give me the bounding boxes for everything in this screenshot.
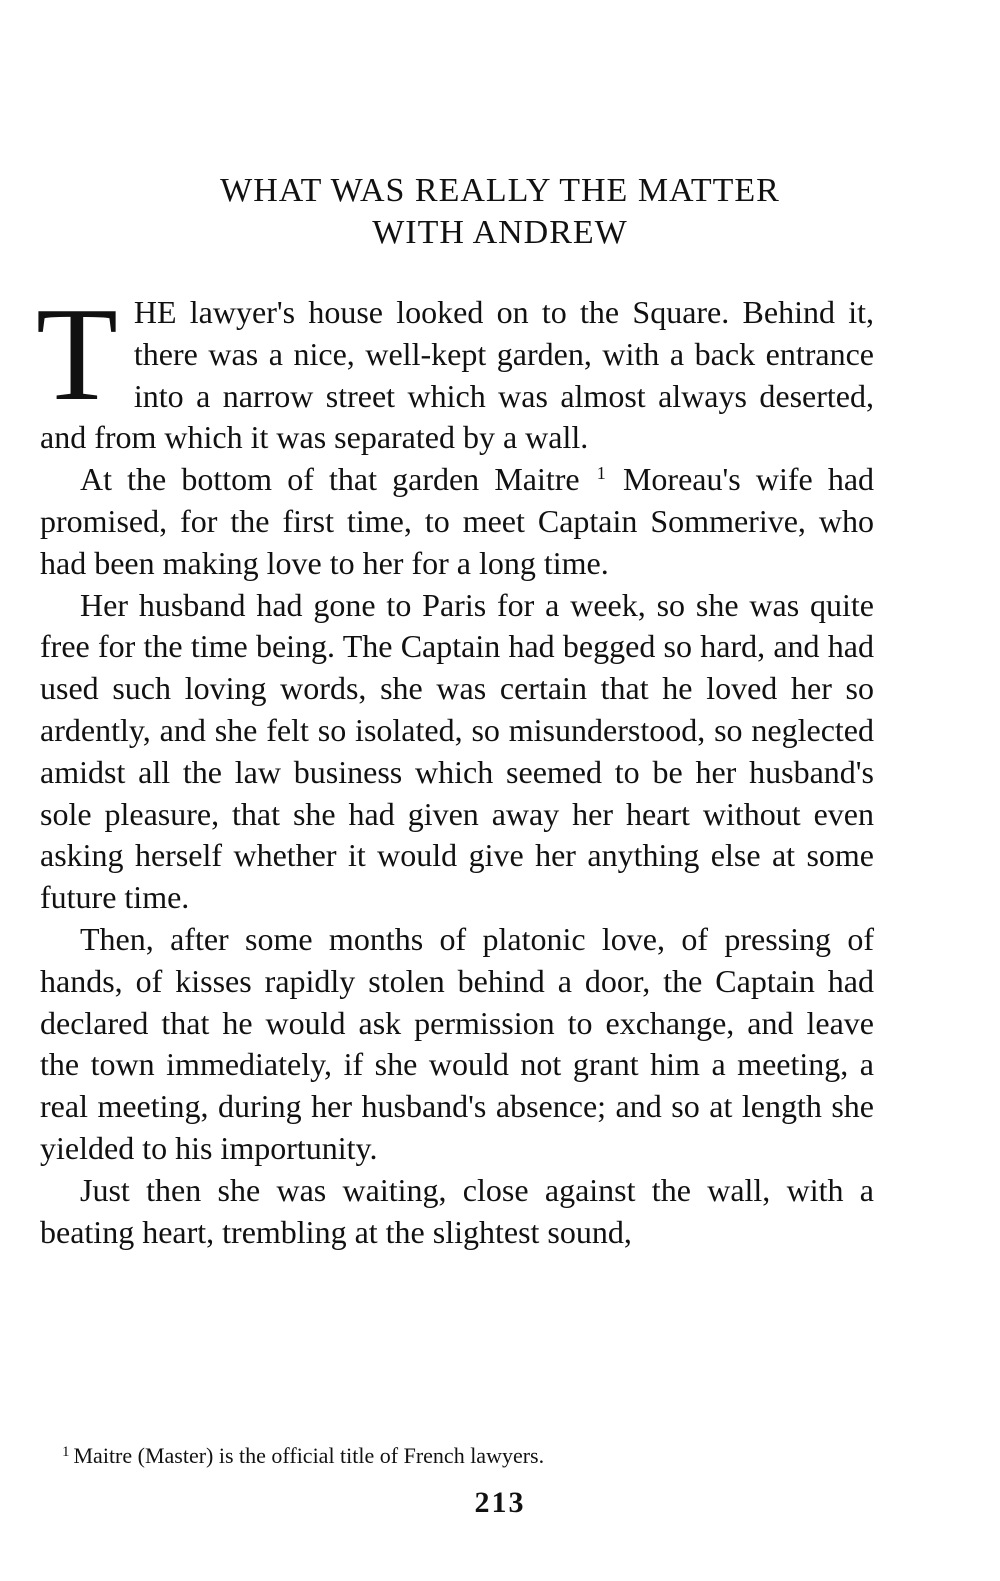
paragraph-1-text: HE lawyer's house looked on to the Square. Behind it, there was a nice, well-kept garden, with a back entrance into a narrow street which was almost always deserted, and from which it was separated by a wall. [40,294,874,456]
chapter-title-line-2: WITH ANDREW [372,214,628,251]
body-text [36,280,875,1253]
drop-cap: T [36,280,118,428]
footnote [62,1441,942,1471]
paragraph-3: Her husband had gone to Paris for a week, so she was quite free for the time being. The Captain had begged so hard, and had used such loving words, she was certain that he loved her so ardently, and she felt so isolated, so misunderstood, so neglected amidst all the law business which seemed to be her husband's sole pleasure, that she had given away her heart without even asking herself whether it would give her anything else at some future time. [40,586,874,916]
paragraph-1 [36,280,874,459]
page-number: 213 [474,1486,526,1519]
paragraph-5: Just then she was waiting, close against the wall, with a beating heart, trembling at the slightest sound, [40,1171,874,1250]
footnote-reference: 1 [596,463,606,484]
footnote-mark: 1 [62,1444,70,1460]
paragraph-2-text-after: Moreau's wife had promised, for the first time, to meet Captain Sommerive, who had been making love to her for a long time. [40,461,875,581]
paragraph-2 [40,459,874,584]
paragraph-2-text-before: At the bottom of that garden Maitre [80,461,580,498]
footnote-text: Maitre (Master) is the official title of French lawyers. [73,1443,545,1468]
chapter-title-line-1: WHAT WAS REALLY THE MATTER [220,172,780,209]
paragraph-4: Then, after some months of platonic love, of pressing of hands, of kisses rapidly stolen behind a door, the Captain had declared that he would ask permission to exchange, and leave the town immediately, if she would not grant him a meeting, a real meeting, during her husband's absence; and so at length she yielded to his importunity. [40,920,874,1166]
